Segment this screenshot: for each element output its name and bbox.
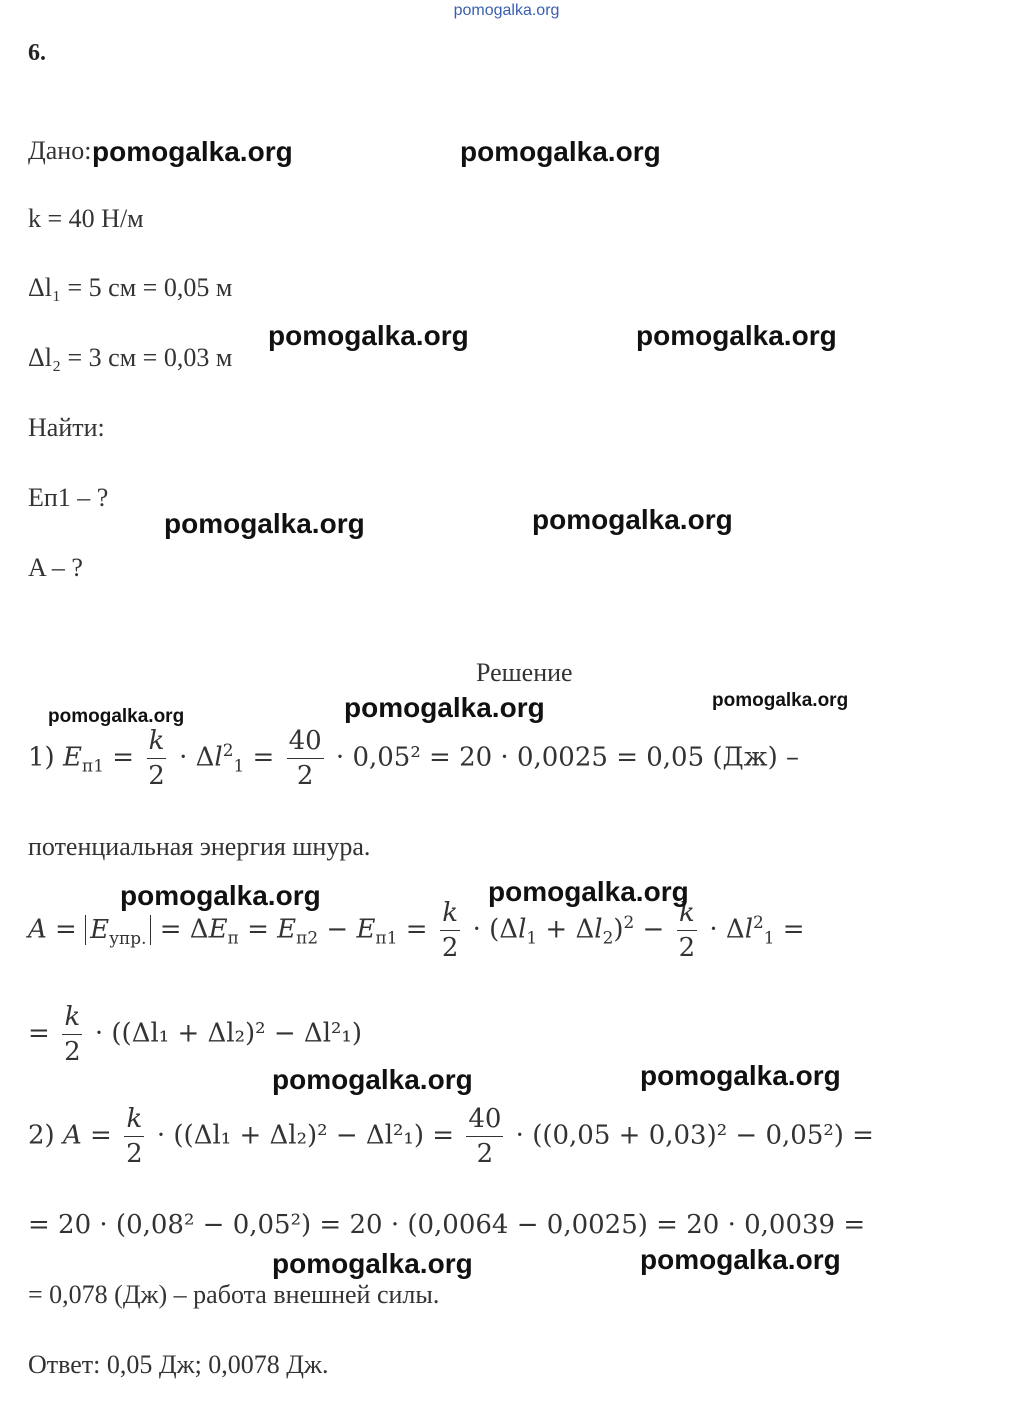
watermark: pomogalka.org [268,320,469,351]
watermark: pomogalka.org [272,1248,473,1279]
find-energy: Eп1 – ? [28,483,109,512]
step2-line2: = 20 · (0,08² − 0,05²) = 20 · (0,0064 − 0,0025) = 20 · 0,0039 = [28,1210,866,1240]
fraction-40-over-2: $\frac{40}{2}$ [288,726,322,791]
step2-mid: · ((Δl₁ + Δl₂)² − Δl²₁) = [156,1120,455,1151]
work-formula-tail: = [782,914,805,945]
work-formula-body: · ((Δl₁ + Δl₂)² − Δl²₁) [94,1018,362,1049]
watermark: pomogalka.org [120,880,321,911]
watermark: pomogalka.org [636,320,837,351]
watermark: pomogalka.org [344,692,545,723]
answer: Ответ: 0,05 Дж; 0,0078 Дж. [28,1350,329,1379]
step2-line3: = 0,078 (Дж) – работа внешней силы. [28,1280,440,1309]
step1-rhs: · 0,05² = 20 · 0,0025 = 0,05 (Дж) – [335,742,800,773]
watermark: pomogalka.org [164,508,365,539]
step1-prefix: 1) [28,742,55,773]
work-formula-line2: = $\frac{k}{2}$ · ((Δl₁ + Δl₂)² − Δl²₁) [28,1002,362,1067]
given-k: k = 40 Н/м [28,204,144,233]
watermark: pomogalka.org [488,876,689,907]
problem-number: 6. [28,40,46,66]
watermark: pomogalka.org [532,504,733,535]
step2-equation: 2) A = $\frac{k}{2}$ · ((Δl₁ + Δl₂)² − Δl²₁) = $\frac{40}{2}$ · ((0,05 + 0,03)² − 0,05²) = [28,1104,874,1169]
work-formula-line1: $A = E_{упр.} = \Delta E_п = E_{п2} - E_{п1}$ = $\frac{k}{2}$ · $(\Delta l_1 + \Delta l_2)^2$ − $\frac{k}{2}$ · $\Delta l^2_1$ = [28,898,805,963]
watermark: pomogalka.org [48,706,185,727]
find-label: Найти: [28,413,105,442]
step1-equation: 1) $E_{п1}$ = $\frac{k}{2}$ · $\Delta l^2_1$ = $\frac{40}{2}$ · 0,05² = 20 · 0,0025 = 0,05 (Дж) – [28,726,800,791]
given-dl2: Δl₂ = 3 см = 0,03 м [28,343,233,372]
given-label: Дано: [28,136,92,165]
step2-rhs: · ((0,05 + 0,03)² − 0,05²) = [515,1120,874,1151]
watermark: pomogalka.org [640,1244,841,1275]
watermark: pomogalka.org [272,1064,473,1095]
site-header[interactable]: pomogalka.org [453,2,560,19]
find-work: A – ? [28,553,83,582]
watermark: pomogalka.org [712,690,849,711]
step2-prefix: 2) [28,1120,55,1151]
step1-note: потенциальная энергия шнура. [28,832,371,861]
watermark: pomogalka.org [92,136,293,167]
given-dl1: Δl₁ = 5 см = 0,05 м [28,273,233,302]
solution-heading: Решение [476,658,573,687]
watermark: pomogalka.org [640,1060,841,1091]
fraction-k-over-2: $\frac{k}{2}$ [148,726,165,791]
watermark: pomogalka.org [460,136,661,167]
